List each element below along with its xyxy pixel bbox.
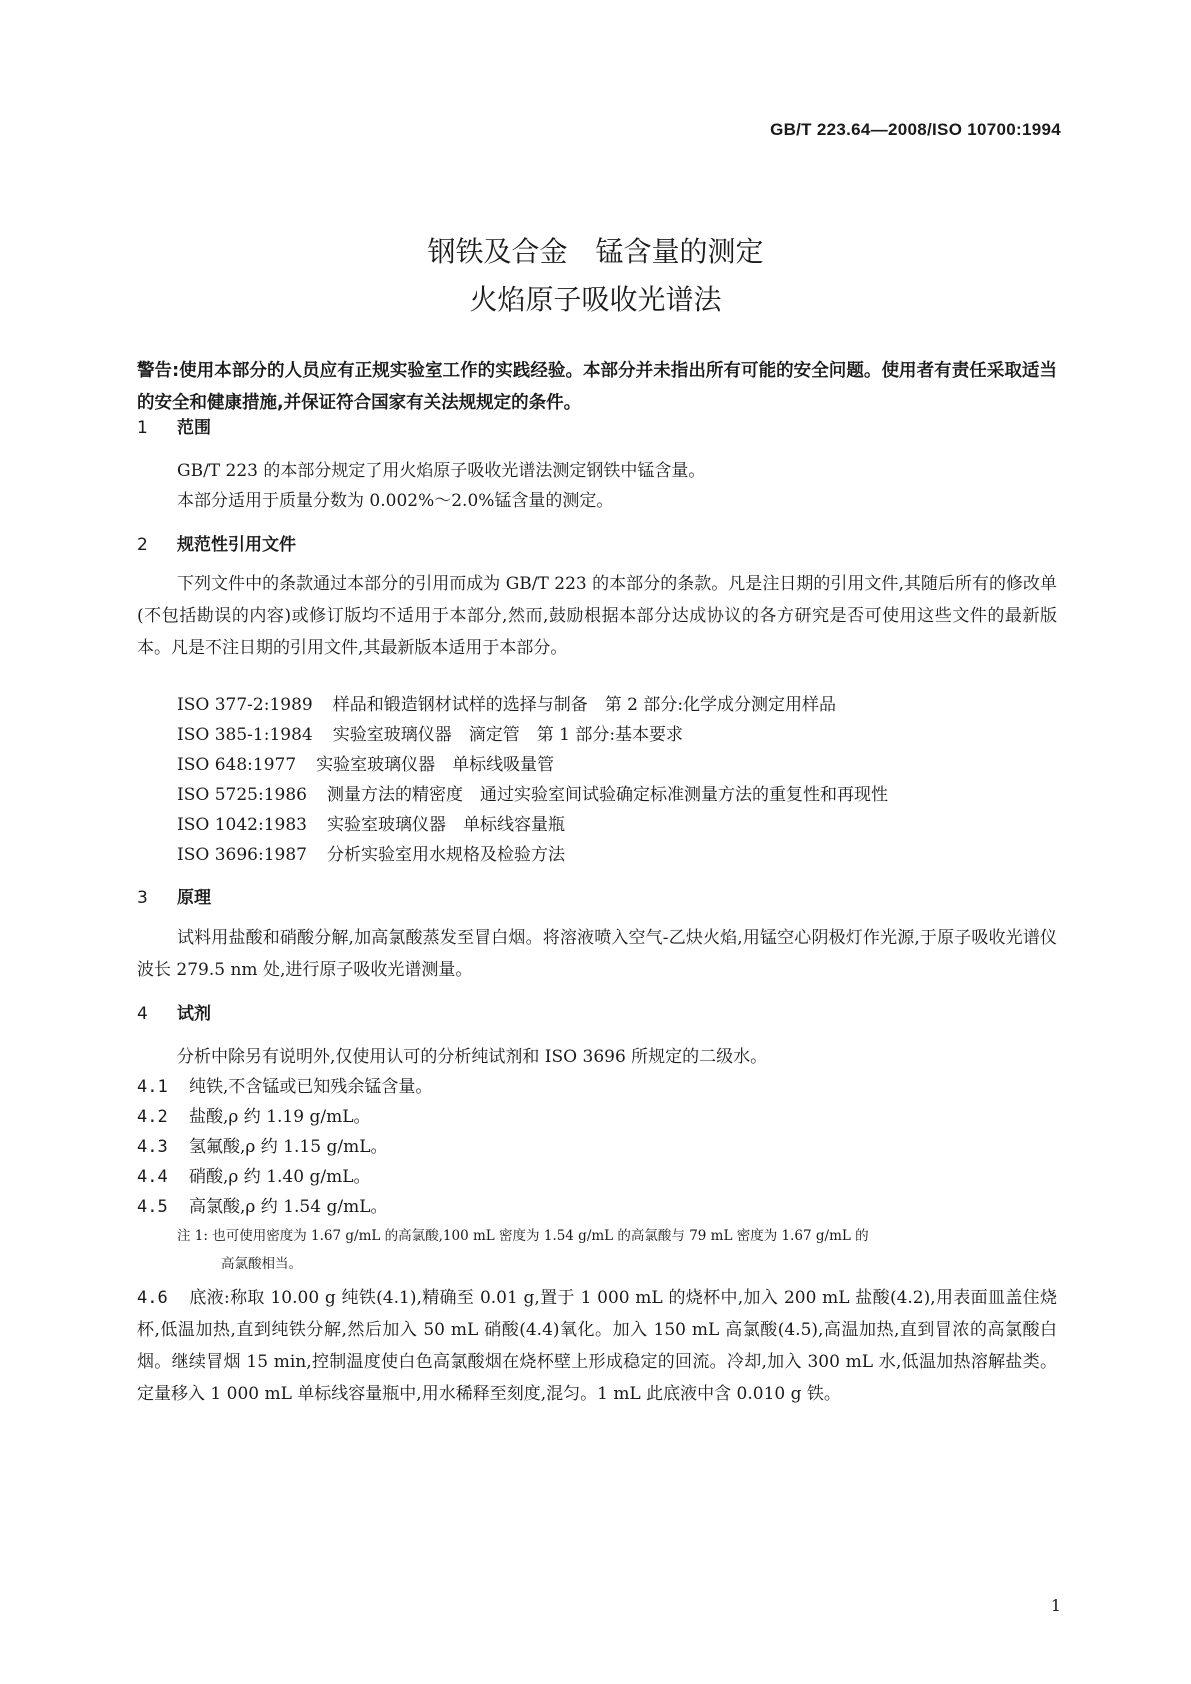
- section-title: 原理: [177, 888, 211, 908]
- section-number: 3: [137, 888, 148, 908]
- reagent-number: 4.1: [137, 1077, 168, 1097]
- reference-title: 分析实验室用水规格及检验方法: [326, 845, 565, 865]
- reagent-number: 4.2: [137, 1107, 168, 1127]
- reagent-item: [137, 1192, 387, 1217]
- note-line-2: 高氯酸相当。: [221, 1256, 302, 1272]
- reference-title: 实验室玻璃仪器 单标线容量瓶: [326, 815, 565, 835]
- reagent-text: 硝酸,ρ 约 1.40 g/mL。: [189, 1167, 371, 1187]
- section-heading-principle: [137, 883, 211, 908]
- reference-title: 样品和锻造钢材试样的选择与制备 第 2 部分:化学成分测定用样品: [332, 695, 837, 715]
- section-title: 范围: [177, 418, 211, 438]
- reference-title: 实验室玻璃仪器 滴定管 第 1 部分:基本要求: [332, 725, 684, 745]
- reagent-item: [137, 1132, 387, 1157]
- note-label: 注 1:: [177, 1228, 208, 1244]
- reference-code: ISO 648:1977: [177, 755, 297, 775]
- scope-line-2: 本部分适用于质量分数为 0.002%～2.0%锰含量的测定。: [177, 491, 614, 511]
- reference-code: ISO 377-2:1989: [177, 695, 313, 715]
- reagent-item: [137, 1102, 370, 1127]
- page-number: 1: [1050, 1596, 1061, 1615]
- standard-code: GB/T 223.64—2008/ISO 10700:1994: [770, 120, 1061, 139]
- reagent-note: [177, 1222, 1057, 1278]
- reagents-intro: 分析中除另有说明外,仅使用认可的分析纯试剂和 ISO 3696 所规定的二级水。: [177, 1047, 768, 1067]
- reagent-text: 氢氟酸,ρ 约 1.15 g/mL。: [189, 1137, 388, 1157]
- reference-item: [177, 690, 856, 715]
- reagent-item: [137, 1072, 432, 1097]
- reference-item: [177, 810, 585, 835]
- reagent-item: [137, 1162, 370, 1187]
- reference-title: 实验室玻璃仪器 单标线吸量管: [316, 755, 555, 775]
- reference-item: [177, 840, 585, 865]
- reagent-number: 4.3: [137, 1137, 168, 1157]
- scope-line-1: GB/T 223 的本部分规定了用火焰原子吸收光谱法测定钢铁中锰含量。: [177, 461, 706, 481]
- references-intro: 下列文件中的条款通过本部分的引用而成为 GB/T 223 的本部分的条款。凡是注日期的引用文件,其随后所有的修改单(不包括勘误的内容)或修订版均不适用于本部分,然而,鼓励根据本部分达成协议的各方研究是否可使用这些文件的最新版本。凡是不注日期的引用文件,其最新版本适用于本部分。: [137, 574, 1057, 658]
- section-heading-scope: [137, 413, 211, 438]
- section-title: 试剂: [177, 1004, 211, 1024]
- reagent-number: 4.4: [137, 1167, 168, 1187]
- reagent-number: 4.5: [137, 1197, 168, 1217]
- section-title: 规范性引用文件: [177, 535, 296, 555]
- reference-item: [177, 780, 908, 805]
- reference-code: ISO 385-1:1984: [177, 725, 313, 745]
- document-title-line1: 钢铁及合金 锰含量的测定: [427, 235, 764, 268]
- section-number: 1: [137, 418, 148, 438]
- reagent-text: 盐酸,ρ 约 1.19 g/mL。: [189, 1107, 371, 1127]
- section-number: 4: [137, 1004, 148, 1024]
- document-title-line2: 火焰原子吸收光谱法: [469, 283, 722, 316]
- reference-code: ISO 5725:1986: [177, 785, 307, 805]
- section-heading-references: [137, 530, 296, 555]
- safety-warning: 警告:使用本部分的人员应有正规实验室工作的实践经验。本部分并未指出所有可能的安全问题。使用者有责任采取适当的安全和健康措施,并保证符合国家有关法规规定的条件。: [137, 361, 1057, 413]
- reagent-item-4-6: [137, 1282, 1057, 1410]
- note-line-1: 也可使用密度为 1.67 g/mL 的高氯酸,100 mL 密度为 1.54 g/mL 的高氯酸与 79 mL 密度为 1.67 g/mL 的: [212, 1228, 869, 1244]
- reagent-text: 纯铁,不含锰或已知残余锰含量。: [189, 1077, 433, 1097]
- reference-item: [177, 750, 574, 775]
- reference-code: ISO 3696:1987: [177, 845, 307, 865]
- reagent-number: 4.6: [137, 1288, 168, 1308]
- reference-item: [177, 720, 703, 745]
- section-number: 2: [137, 535, 148, 555]
- principle-text: 试料用盐酸和硝酸分解,加高氯酸蒸发至冒白烟。将溶液喷入空气-乙炔火焰,用锰空心阴极灯作光源,于原子吸收光谱仪波长 279.5 nm 处,进行原子吸收光谱测量。: [137, 928, 1057, 980]
- reagent-text: 高氯酸,ρ 约 1.54 g/mL。: [189, 1197, 388, 1217]
- reference-title: 测量方法的精密度 通过实验室间试验确定标准测量方法的重复性和再现性: [326, 785, 888, 805]
- reference-code: ISO 1042:1983: [177, 815, 307, 835]
- section-heading-reagents: [137, 999, 211, 1024]
- reagent-text: 底液:称取 10.00 g 纯铁(4.1),精确至 0.01 g,置于 1 000 mL 的烧杯中,加入 200 mL 盐酸(4.2),用表面皿盖住烧杯,低温加热,直到纯铁分解,然后加入 50 mL 硝酸(4.4)氧化。加入 150 mL 高氯酸(4.5),高温加热,直到冒浓的高氯酸白烟。继续冒烟 15 min,控制温度使白色高氯酸烟在烧杯壁上形成稳定的回流。冷却,加入 300 mL 水,低温加热溶解盐类。定量移入 1 000 mL 单标线容量瓶中,用水稀释至刻度,混匀。1 mL 此底液中含 0.010 g 铁。: [137, 1288, 1057, 1404]
